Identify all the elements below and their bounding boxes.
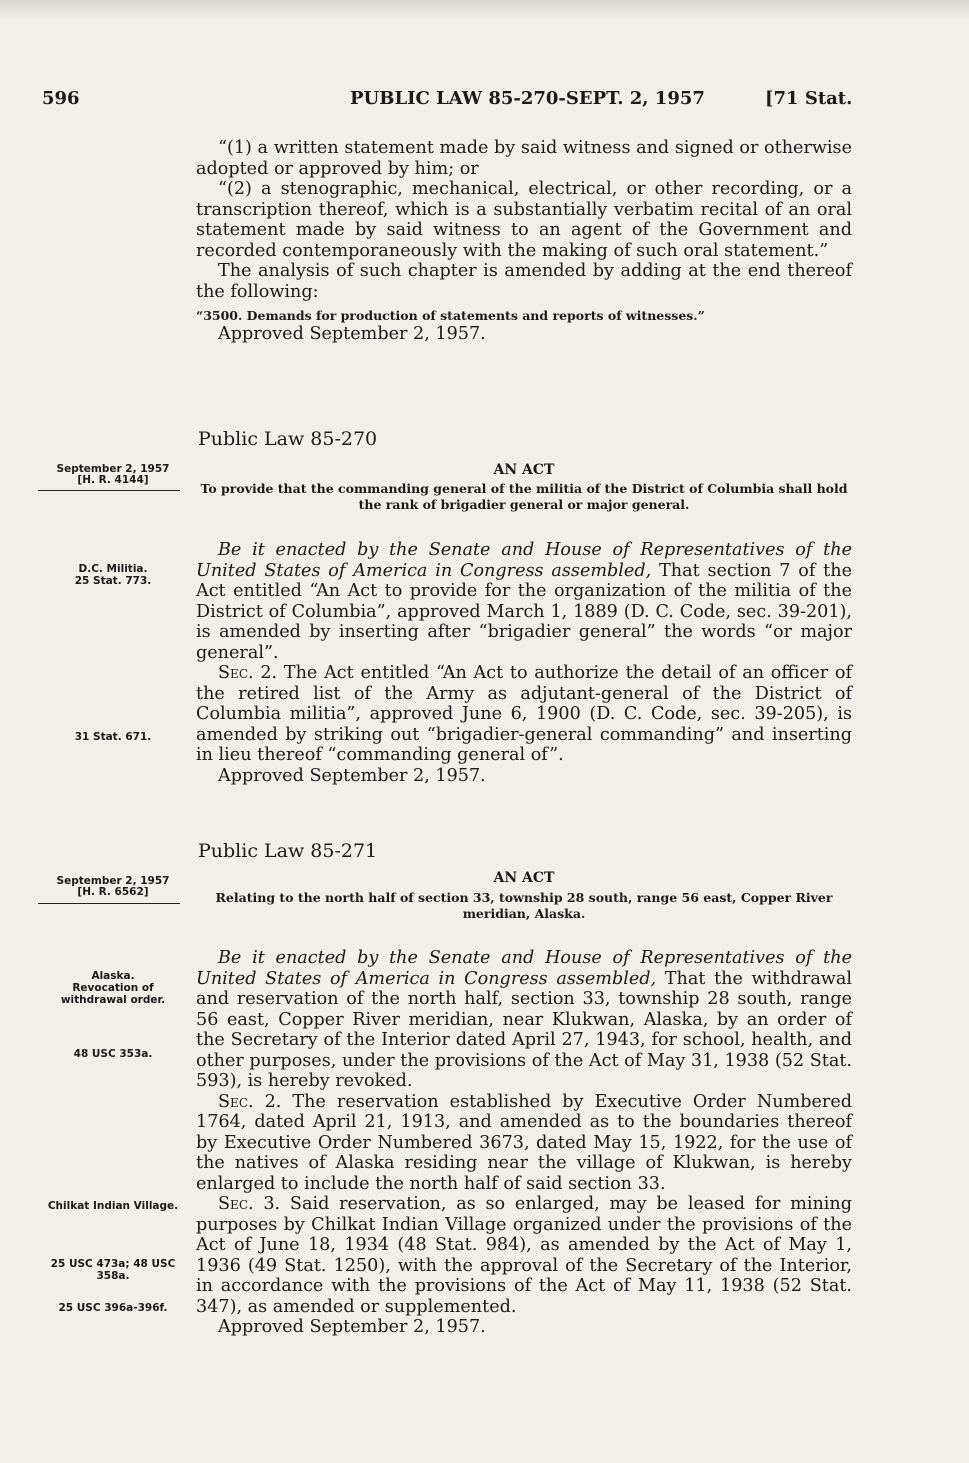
approved-date-271: Approved September 2, 1957. bbox=[218, 1317, 486, 1337]
sec2-label-271: Sec. 2. bbox=[218, 1091, 282, 1112]
section-3-271 bbox=[196, 1194, 852, 1317]
act-description-271: Relating to the north half of section 33, township 28 south, range 56 east, Copper River meridian, Alaska. bbox=[215, 890, 833, 921]
margin-note-dc-militia: D.C. Militia. bbox=[78, 563, 148, 575]
margin-note-25-stat: 25 Stat. 773. bbox=[74, 575, 152, 587]
section-2-270 bbox=[196, 663, 852, 766]
margin-note-25-usc-396a: 25 USC 396a-396f. bbox=[58, 1302, 168, 1314]
scan-top-band bbox=[0, 0, 969, 20]
enacting-clause-270 bbox=[196, 540, 852, 663]
paragraph-2: “(2) a stenographic, mechanical, electrical, or other recording, or a transcription thereof, which is a substantially verbatim recital of an oral statement made by said witness to an agent of the Government and recorded contemporaneously with the making of such oral statement.” bbox=[196, 179, 852, 261]
margin-bill-271: [H. R. 6562] bbox=[77, 886, 149, 898]
margin-note-alaska: Alaska. bbox=[91, 970, 135, 982]
margin-note-chilkat: Chilkat Indian Village. bbox=[47, 1200, 179, 1212]
sec3-text-271: Said reservation, as so enlarged, may be leased for mining purposes by Chilkat Indian Village organized under the provisions of the Act of June 18, 1934 (48 Stat. 984), as amended by the Act of May 1, 1936 (49 Stat. 1250), with the approval of the Secretary of the Interior, in accordance with the provisions of the Act of May 11, 1938 (52 Stat. 347), as amended or supplemented. bbox=[196, 1194, 852, 1317]
enacting-clause-271 bbox=[196, 948, 852, 1092]
law-270-body bbox=[196, 540, 852, 786]
approved-date-1: Approved September 2, 1957. bbox=[218, 324, 486, 344]
statute-volume: [71 Stat. bbox=[765, 88, 853, 109]
continued-text bbox=[196, 138, 852, 345]
approved-date-270: Approved September 2, 1957. bbox=[218, 765, 486, 786]
enacting-rest-270: That section 7 of the Act entitled “An Act to provide for the organization of the militia of the District of Columbia”, approved March 1, 1889 (D. C. Code, sec. 39-201), is amended by inserting after “brigadier general” the words “or major general”. bbox=[196, 560, 852, 663]
margin-note-25-usc-473a: 25 USC 473a; 48 USC 358a. bbox=[50, 1258, 176, 1282]
margin-note-31-stat: 31 Stat. 671. bbox=[74, 731, 152, 743]
an-act-271: AN ACT bbox=[493, 870, 555, 886]
margin-rule-271 bbox=[38, 903, 180, 904]
paragraph-1: “(1) a written statement made by said witness and signed or otherwise adopted or approved by him; or bbox=[196, 138, 852, 179]
sec3-label-271: Sec. 3. bbox=[218, 1194, 281, 1214]
law-heading-270: Public Law 85-270 bbox=[198, 428, 378, 450]
law-heading-271: Public Law 85-271 bbox=[198, 840, 378, 862]
law-271-body bbox=[196, 948, 852, 1338]
enacting-italic-271: Be it enacted by the Senate and House of Representatives of the United States of America in Congress assembled, bbox=[196, 948, 852, 989]
an-act-270: AN ACT bbox=[493, 462, 555, 478]
running-title: PUBLIC LAW 85-270-SEPT. 2, 1957 bbox=[350, 88, 705, 109]
paragraph-3: The analysis of such chapter is amended by adding at the end thereof the following: bbox=[196, 261, 852, 302]
margin-note-48-usc: 48 USC 353a. bbox=[73, 1048, 153, 1060]
sec2-text-271: The reservation established by Executive Order Numbered 1764, dated April 21, 1913, and amended as to the boundaries thereof by Executive Order Numbered 3673, dated May 15, 1922, for the use of the natives of Alaska residing near the village of Klukwan, is hereby enlarged to include the north half of said section 33. bbox=[196, 1091, 852, 1194]
margin-date-271: September 2, 1957 bbox=[56, 875, 170, 887]
margin-date-270: September 2, 1957 bbox=[56, 463, 170, 475]
section-2-271 bbox=[196, 1092, 852, 1195]
enacting-rest-271: That the withdrawal and reservation of the north half, section 33, township 28 south, range 56 east, Copper River meridian, near Klukwan, Alaska, by an order of the Secretary of the Interior dated April 27, 1943, for school, health, and other purposes, under the provisions of the Act of May 31, 1938 (52 Stat. 593), is hereby revoked. bbox=[196, 968, 852, 1091]
page-number: 596 bbox=[42, 88, 80, 109]
act-description-270: To provide that the commanding general of the militia of the District of Columbia shall hold the rank of brigadier general or major general. bbox=[200, 481, 848, 512]
margin-note-revocation: Revocation of withdrawal order. bbox=[60, 982, 166, 1006]
margin-bill-270: [H. R. 4144] bbox=[77, 474, 149, 486]
section-entry: “3500. Demands for production of statements and reports of witnesses.” bbox=[196, 308, 705, 323]
enacting-italic-270: Be it enacted by the Senate and House of Representatives of the United States of America in Congress assembled, bbox=[196, 540, 852, 581]
sec2-text-270: The Act entitled “An Act to authorize the detail of an officer of the retired list of the Army as adjutant-general of the District of Columbia militia”, approved June 6, 1900 (D. C. Code, sec. 39-205), is amended by striking out “brigadier-general commanding” and inserting in lieu thereof “commanding general of”. bbox=[196, 663, 853, 765]
sec2-label-270: Sec. 2. bbox=[218, 663, 278, 683]
margin-rule-270 bbox=[38, 490, 180, 491]
